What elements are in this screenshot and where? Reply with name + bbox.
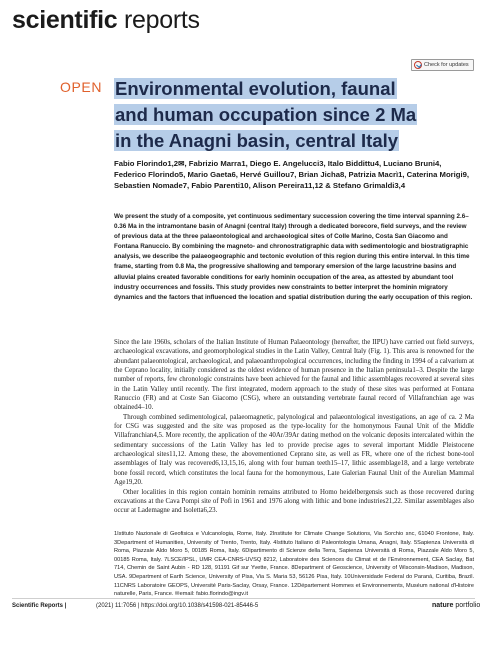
brand-thin: portfolio	[453, 602, 481, 609]
journal-name-thin: reports	[117, 6, 200, 34]
footer-divider	[12, 598, 475, 599]
journal-logo[interactable]	[12, 6, 200, 34]
check-for-updates-button[interactable]	[411, 59, 474, 71]
open-access-label: OPEN	[60, 79, 103, 95]
footer-journal-name: Scientific Reports |	[12, 603, 67, 609]
body-text	[114, 338, 474, 516]
body-paragraph-1: Since the late 1960s, scholars of the Italian Institute of Human Palaeontology (hereafter, the IIPU) have carried out field surveys, archaeological excavations, and geomorphological studies in the Latin Valley, Central Italy (Fig. 1). This area is renowned for the abundant palaeontological, archaeological, and palaeoanthropological occurrences, including the finding in 1994 of a calvarium at the Ceprano locality, initially considered as the oldest evidence of human presence in the Italian peninsula1–3. Despite the large number of reports, few chronologic constraints have been achieved for the faunal and lithic assemblages recovered at several sites in the Latin Valley until recently. The first integrated, modern approach to the study of these sites was performed at Fontana Ranuccio (FR) and at Coste San Giacomo (CSG), where an outstanding vertebrate faunal record of Villafranchian age was obtained4–10.	[114, 339, 474, 412]
nature-portfolio-logo	[432, 602, 480, 609]
affiliations: 1Istituto Nazionale di Geofisica e Vulcanologia, Rome, Italy. 2Institute for Climate Change Solutions, Via Sorchio snc, 61040 Frontone, Italy. 3Department of Humanities, University of Trento, Trento, Italy. 4Istituto Italiano di Paleontologia Umana, Anagni, Italy. 5Sapienza Università di Roma, Piazzale Aldo Moro 5, 00185 Roma, Italy. 6Dipartimento di Scienze della Terra, Sapienza Università di Roma, Piazzale Aldo Moro 5, 00185 Roma, Italy. 7LSCE/IPSL, UMR CEA-CNRS-UVSQ 8212, Laboratoire des Sciences du Climat et de l'Environnement, CEA Saclay, Bat 714, Chemin de Saint Aubin - RD 128, 91191 Gif sur Yvette, France. 8Department of Geoscience, University of Wisconsin-Madison, Madison, USA. 9Department of Earth Science, University of Pisa, Via S. Maria 53, 56126 Pisa, Italy. 10Universidade Federal do Paraná, Curitiba, Brazil. 11CNRS Laboratoire GEOPS, Université Paris-Saclay, Orsay, France. 12Département Hommes et Environnements, Muséum national d'Histoire naturelle, Paris, France. ✉email: fabio.florindo@ingv.it	[114, 531, 474, 598]
check-updates-label: Check for updates	[424, 62, 469, 68]
check-updates-icon	[414, 61, 422, 69]
title-line-3: in the Anagni basin, central Italy	[115, 130, 399, 151]
body-paragraph-2: Through combined sedimentological, palaeomagnetic, palynological and palaeontological investigations, an age of ca. 2 Ma for CSG was suggested and the site was proposed as the type-locality for the homonymous Faunal Unit of the Middle Villafranchian4,5. More recently, the application of the 40Ar/39Ar dating method on the volcanic deposits intercalated within the sedimentary successions of the Latin Valley has led to provide precise ages to several important Middle Pleistocene archaeological sites11,12. Among these, the abovementioned Ceprano site, as well as FR, where one of the richest bone-tool assemblages of Italy was recovered6,13,15,16, along with four human teeth15–17, lithic assemblage18, and a large vertebrate bone fossil record, which constitutes the local fauna for the homonymous, Late Galerian Faunal Unit of the Aurelian Mammal Age19,20.	[114, 413, 474, 487]
body-paragraph-3: Other localities in this region contain hominin remains attributed to Homo heidelbergensis such as those recovered during excavations at the Cava Pompi site of Pofi in 1961 and 1976 along with lithic and bone industries21,22. Similar assemblages also occur at Lademagne and Isoletta6,23.	[114, 488, 474, 515]
footer-citation-doi[interactable]: (2021) 11:7056 | https://doi.org/10.1038/s41598-021-85446-5	[96, 603, 259, 609]
brand-bold: nature	[432, 602, 454, 609]
abstract: We present the study of a composite, yet continuous sedimentary succession covering the time interval spanning 2.6–0.36 Ma in the intramontane basin of Anagni (central Italy) through a dedicated borecore, field surveys, and the review of previous data at the three palaeontological and archaeological sites of Colle Marino, Costa San Giacomo and Fontana Ranuccio. By combining the magneto- and chronostratigraphic data with sedimentologic and biostratigraphic analysis, we describe the palaeogeographic and tectonic evolution of this region during this entire interval. In this time frame, starting from 0.8 Ma, the progressive shallowing and temporary emersion of the large lacustrine basins and alluvial plains created favorable conditions for early hominin occupation of the area, as attested by abundant tool industry occurrences and fossils. This study provides new constraints to better interpret the hominin migratory dynamics and the factors that influenced the location and spatial distribution during the early occupation of this region.	[114, 213, 473, 301]
title-line-1: Environmental evolution, faunal	[115, 78, 396, 99]
author-list: Fabio Florindo1,2✉, Fabrizio Marra1, Diego E. Angelucci3, Italo Biddittu4, Luciano Bruni4, Federico Florindo5, Mario Gaeta6, Hervé Guillou7, Brian Jicha8, Patrizia Macrì1, Caterina Morigi9, Sebastien Nomade7, Fabio Parenti10, Alison Pereira11,12 & Stefano Grimaldi3,4	[114, 159, 470, 191]
title-line-2: and human occupation since 2 Ma	[115, 104, 417, 125]
journal-name-bold: scientific	[12, 6, 118, 34]
article-title	[114, 76, 454, 154]
